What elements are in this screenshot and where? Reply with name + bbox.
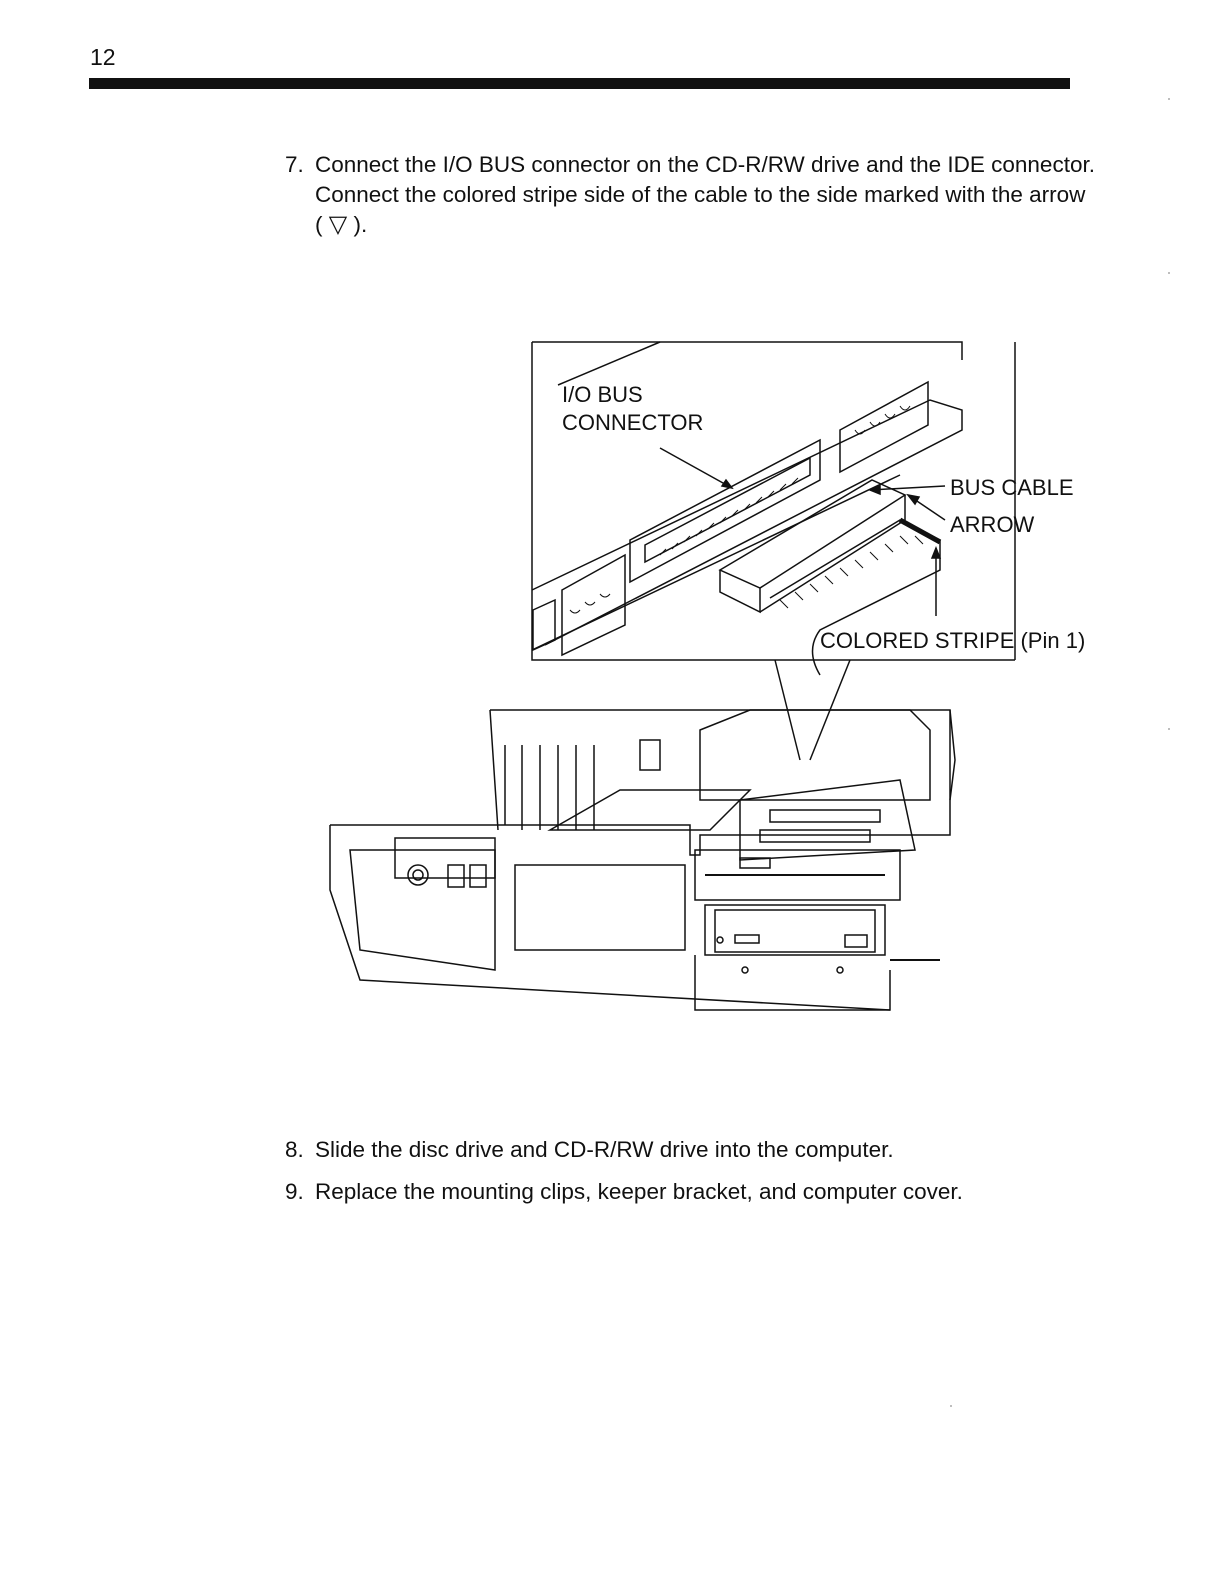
bus-cable-plug-front: [720, 570, 760, 612]
left-connector-shape: [562, 555, 625, 655]
drive-bracket-right: [740, 780, 915, 860]
step-7: [285, 150, 1095, 240]
scan-speck: [950, 1405, 952, 1407]
drive-bay-frame: [695, 955, 890, 1010]
power-connector-shape: [840, 382, 928, 472]
io-bus-label-line2: CONNECTOR: [562, 410, 704, 435]
colored-stripe-mark: [900, 520, 940, 542]
colored-stripe-label: COLORED STRIPE (Pin 1): [820, 628, 1086, 653]
io-bus-label-line1: I/O BUS: [562, 382, 643, 407]
arrow-label: ARROW: [950, 512, 1035, 537]
corner-connector-shape: [533, 600, 555, 650]
step-number: 7.: [285, 152, 304, 177]
scan-speck: [1168, 98, 1170, 100]
chassis-back-wall: [490, 710, 950, 830]
step-number: 8.: [285, 1137, 304, 1162]
front-panel-outline: [330, 825, 890, 1010]
inset-top-line: [558, 342, 660, 385]
step-8: [285, 1135, 1095, 1165]
front-left-cavity: [350, 850, 495, 970]
bus-cable-leader: [870, 486, 945, 490]
led-icons: [448, 865, 486, 887]
scan-speck: [1168, 272, 1170, 274]
back-panel-edge: [532, 400, 962, 645]
drive-connection-diagram: [300, 330, 1120, 1030]
front-center-bay: [515, 865, 685, 950]
expansion-slots: [505, 745, 594, 830]
page-number: 12: [90, 44, 116, 70]
diagram-svg: [300, 330, 1120, 1030]
eject-button: [735, 935, 759, 943]
step-7-line-2: [315, 180, 1095, 240]
io-bus-connector-slot: [645, 458, 810, 562]
step-7-line-2-text: Connect the colored stripe side of the cable to the side marked with the arrow (: [315, 182, 1086, 237]
front-switch-panel: [395, 838, 495, 878]
front-top-edge: [330, 800, 950, 855]
step-7-line-1: Connect the I/O BUS connector on the CD-R/RW drive and the IDE connector.: [315, 152, 1095, 177]
header-rule: [89, 78, 1070, 89]
power-button-icon: [408, 865, 428, 885]
bus-cable-label: BUS CABLE: [950, 475, 1074, 500]
step-7-line-2-end: ).: [353, 212, 368, 237]
io-bus-connector-shape: [630, 440, 820, 582]
drive-cage-top: [700, 710, 930, 800]
step-9-text: Replace the mounting clips, keeper bracket, and computer cover.: [315, 1179, 963, 1204]
arrow-symbol-icon: ▽: [328, 211, 348, 238]
drive-led-icon: [717, 937, 723, 943]
step-8-text: Slide the disc drive and CD-R/RW drive into the computer.: [315, 1137, 894, 1162]
bus-cable-plug-side: [760, 495, 905, 612]
scan-speck: [1168, 728, 1170, 730]
io-bus-leader: [660, 448, 732, 488]
step-number: 9.: [285, 1179, 304, 1204]
back-panel-base: [532, 475, 900, 650]
drive-bracket-left: [550, 790, 750, 830]
step-9: [285, 1177, 1095, 1207]
back-tab: [640, 740, 660, 770]
